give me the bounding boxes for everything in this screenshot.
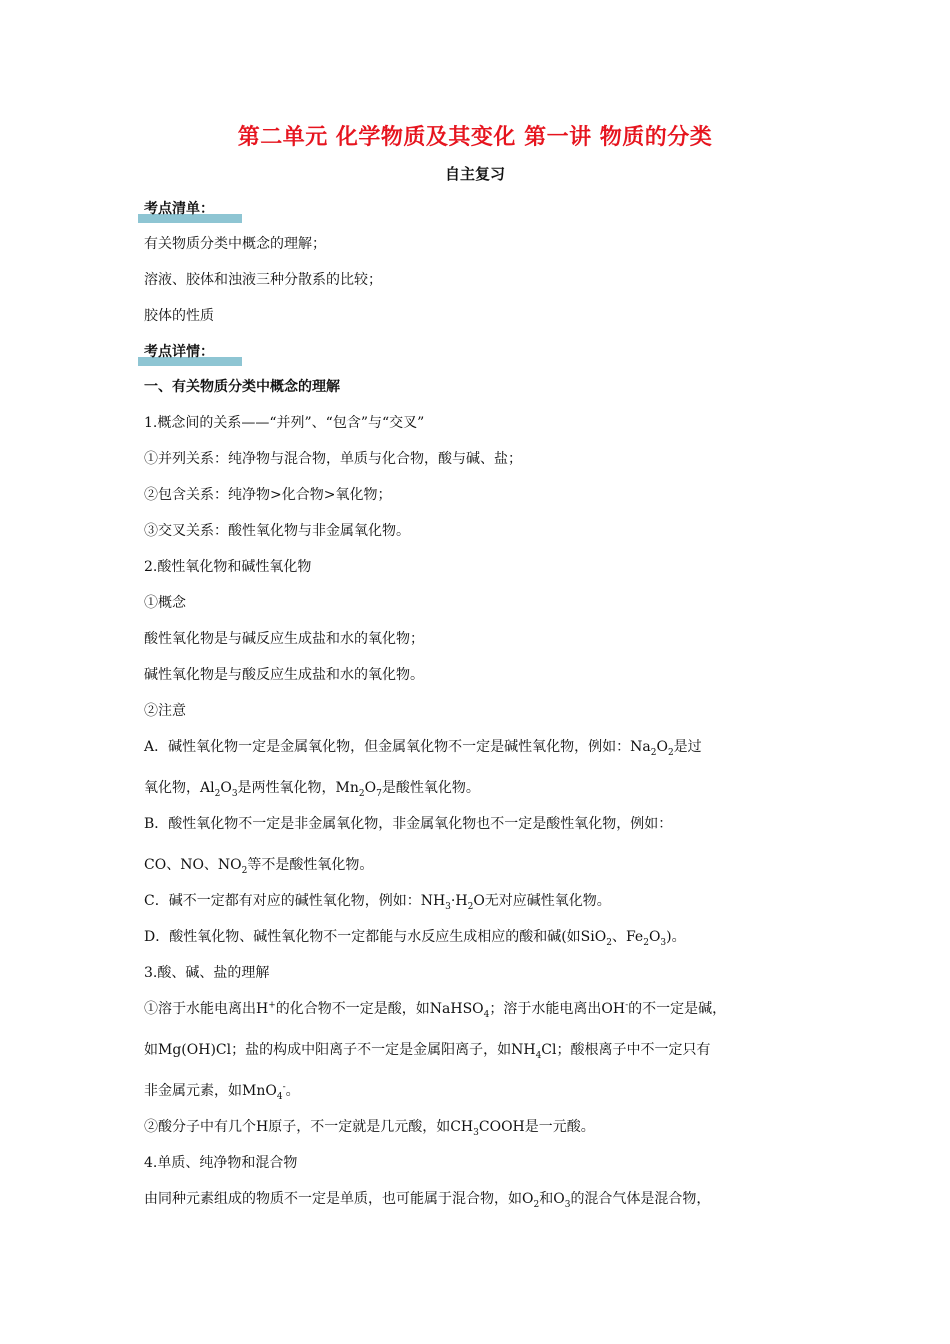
text-line: ②酸分子中有几个H原子，不一定就是几元酸，如$CH_3COOH$是一元酸。 [144,1119,595,1138]
text-line: 1.概念间的关系——“并列”、“包含”与“交叉” [144,415,425,431]
text-line: 如Mg(OH)Cl；盐的构成中阳离子不一定是金属阳离子，如$NH_4Cl$；酸根离子中不一定只有 [144,1042,711,1061]
text-line: CO、NO、$NO_2$等不是酸性氧化物。 [144,857,374,876]
text-line: B．酸性氧化物不一定是非金属氧化物，非金属氧化物也不一定是酸性氧化物，例如： [144,816,673,832]
checklist-item: 胶体的性质 [144,308,214,324]
section-label-details: 考点详情： [144,344,214,360]
checklist-item: 有关物质分类中概念的理解； [144,236,326,252]
text-line: ①并列关系：纯净物与混合物，单质与化合物，酸与碱、盐； [144,451,522,467]
text-line: 3.酸、碱、盐的理解 [144,965,270,981]
text-line: 碱性氧化物是与酸反应生成盐和水的氧化物。 [144,667,424,683]
text-line: 酸性氧化物是与碱反应生成盐和水的氧化物； [144,631,424,647]
section-label-checklist: 考点清单： [144,201,214,217]
text-line: D．酸性氧化物、碱性氧化物不一定都能与水反应生成相应的酸和碱(如SiO$_2$、$Fe_2O_3$)。 [144,929,686,948]
text-line: ③交叉关系：酸性氧化物与非金属氧化物。 [144,523,410,539]
section-heading: 一、有关物质分类中概念的理解 [144,379,340,395]
checklist-item: 溶液、胶体和浊液三种分散系的比较； [144,272,382,288]
text-line: ①溶于水能电离出H+的化合物不一定是酸，如NaHSO$_4$；溶于水能电离出OH-的不一定是碱， [144,1000,727,1020]
text-line: 由同种元素组成的物质不一定是单质，也可能属于混合物，如$O_2$和$O_3$的混合气体是混合物， [144,1191,711,1210]
text-line: 非金属元素，如MnO$_4$-。 [144,1082,300,1102]
text-line: ②注意 [144,703,186,719]
text-line: 氧化物，$Al_2O_3$是两性氧化物，$Mn_2O_7$是酸性氧化物。 [144,780,480,799]
text-line: ①概念 [144,595,186,611]
text-line: 4.单质、纯净物和混合物 [144,1155,298,1171]
text-line: A．碱性氧化物一定是金属氧化物，但金属氧化物不一定是碱性氧化物，例如：$Na_2O_2$是过 [144,739,702,758]
text-line: C．碱不一定都有对应的碱性氧化物，例如：$NH_3\cdot H_2O$无对应碱性氧化物。 [144,893,611,912]
document-title: 第二单元 化学物质及其变化 第一讲 物质的分类 [237,125,713,150]
text-line: ②包含关系：纯净物>化合物>氧化物； [144,487,392,503]
document-subtitle: 自主复习 [444,165,505,183]
text-line: 2.酸性氧化物和碱性氧化物 [144,559,312,575]
